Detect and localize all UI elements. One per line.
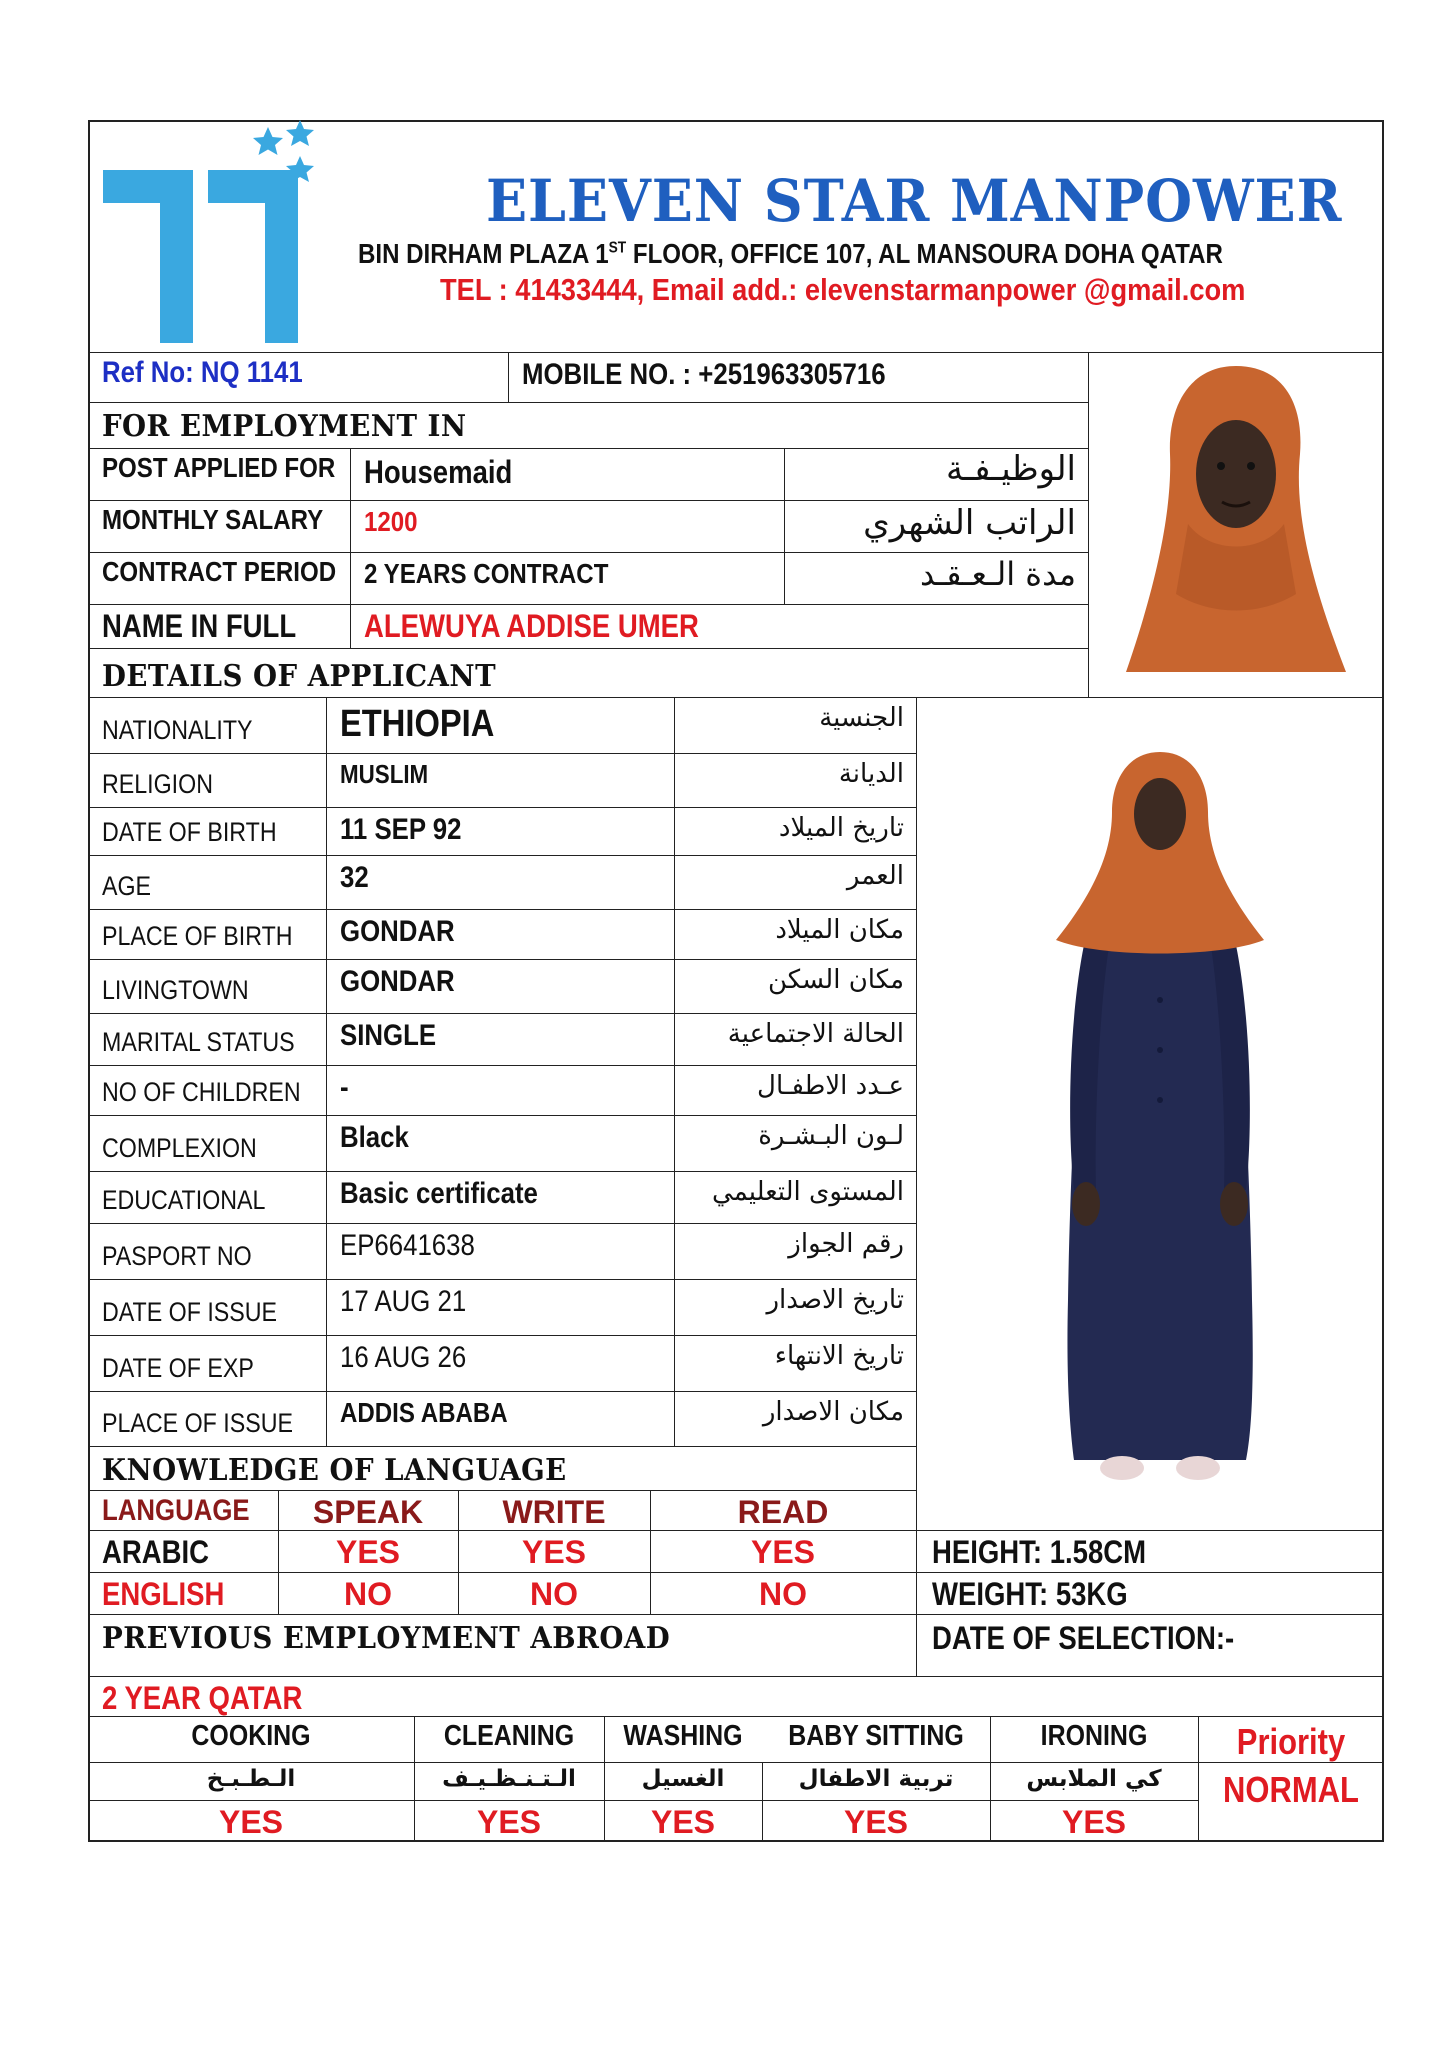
language-section-title: KNOWLEDGE OF LANGUAGE — [102, 1453, 567, 1488]
details-value: 16 AUG 26 — [340, 1341, 467, 1374]
details-arabic: مكان السكن — [767, 965, 904, 995]
details-arabic: المستوى التعليمي — [712, 1177, 904, 1207]
details-arabic: مكان الاصدار — [762, 1397, 904, 1427]
details-label: NO OF CHILDREN — [102, 1077, 301, 1107]
applicant-full-body-photo — [1040, 740, 1280, 1496]
star-icon — [286, 120, 314, 146]
company-logo — [98, 118, 328, 353]
mobile-number: MOBILE NO. : +251963305716 — [522, 358, 886, 391]
height-value: HEIGHT: 1.58CM — [932, 1534, 1147, 1570]
contract-value: 2 YEARS CONTRACT — [364, 558, 609, 589]
details-label: PLACE OF BIRTH — [102, 921, 293, 951]
skill-name: IRONING — [1040, 1720, 1148, 1752]
lang-arabic-read: YES — [750, 1534, 816, 1570]
details-arabic: الحالة الاجتماعية — [727, 1019, 904, 1049]
details-label: NATIONALITY — [102, 715, 253, 745]
details-label: LIVINGTOWN — [102, 975, 249, 1005]
name-value: ALEWUYA ADDISE UMER — [364, 608, 699, 644]
details-arabic: الديانة — [838, 759, 904, 789]
ref-number: Ref No: NQ 1141 — [102, 356, 303, 389]
company-name: ELEVEN STAR MANPOWER — [486, 167, 1343, 235]
lang-header-write: WRITE — [502, 1494, 606, 1530]
details-value: GONDAR — [340, 965, 455, 998]
lang-header-language: LANGUAGE — [102, 1494, 250, 1527]
previous-section-title: PREVIOUS EMPLOYMENT ABROAD — [102, 1621, 671, 1656]
employment-section-title: FOR EMPLOYMENT IN — [102, 409, 467, 444]
company-address: BIN DIRHAM PLAZA 1ST FLOOR, OFFICE 107, AL MANSOURA DOHA QATAR — [358, 238, 1223, 269]
skill-value: YES — [218, 1804, 284, 1840]
lang-header-speak: SPEAK — [312, 1494, 424, 1530]
star-icon — [253, 127, 283, 155]
details-value: 32 — [340, 861, 369, 894]
skill-value: YES — [476, 1804, 542, 1840]
details-arabic: رقم الجواز — [788, 1229, 904, 1259]
details-value: 11 SEP 92 — [340, 813, 462, 846]
skill-arabic: الـتـنـظـيـف — [442, 1766, 576, 1792]
salary-value: 1200 — [364, 506, 418, 537]
details-value: MUSLIM — [340, 759, 429, 789]
details-label: PLACE OF ISSUE — [102, 1408, 293, 1438]
details-arabic: العمر — [846, 861, 904, 891]
details-arabic: الجنسية — [819, 703, 904, 733]
details-arabic: عـدد الاطفـال — [757, 1071, 904, 1101]
lang-header-read: READ — [737, 1494, 829, 1530]
company-contact: TEL : 41433444, Email add.: elevenstarmanpower @gmail.com — [440, 272, 1246, 307]
lang-arabic-label: ARABIC — [102, 1534, 210, 1570]
salary-arabic: الراتب الشهري — [863, 503, 1076, 543]
details-value: Black — [340, 1121, 409, 1154]
skill-arabic: الغسيل — [641, 1766, 725, 1792]
details-arabic: لـون البـشـرة — [758, 1121, 904, 1151]
details-label: DATE OF ISSUE — [102, 1297, 278, 1327]
details-label: DATE OF EXP — [102, 1353, 254, 1383]
skill-name: CLEANING — [443, 1720, 575, 1752]
priority-label: Priority — [1236, 1721, 1346, 1762]
details-arabic: تاريخ الانتهاء — [774, 1341, 904, 1371]
details-value: EP6641638 — [340, 1229, 475, 1262]
skill-arabic: تربية الاطفال — [798, 1766, 954, 1792]
skill-value: YES — [843, 1804, 909, 1840]
skill-name: COOKING — [191, 1720, 311, 1752]
salary-label: MONTHLY SALARY — [102, 504, 324, 535]
lang-english-label: ENGLISH — [102, 1576, 225, 1612]
details-arabic: تاريخ الاصدار — [766, 1285, 904, 1315]
date-of-selection: DATE OF SELECTION:- — [932, 1620, 1235, 1656]
contract-arabic: مدة الـعـقـد — [919, 555, 1076, 593]
skill-value: YES — [1061, 1804, 1127, 1840]
lang-arabic-speak: YES — [335, 1534, 401, 1570]
applicant-portrait-photo — [1090, 354, 1382, 696]
skill-value: YES — [650, 1804, 716, 1840]
details-section-title: DETAILS OF APPLICANT — [102, 659, 497, 694]
details-value: - — [340, 1071, 349, 1104]
details-arabic: تاريخ الميلاد — [778, 813, 904, 843]
details-value: ETHIOPIA — [340, 703, 495, 745]
details-label: MARITAL STATUS — [102, 1027, 295, 1057]
details-label: EDUCATIONAL — [102, 1185, 266, 1215]
skill-name: BABY SITTING — [788, 1720, 964, 1752]
details-value: GONDAR — [340, 915, 455, 948]
details-label: PASPORT NO — [102, 1241, 252, 1271]
lang-english-speak: NO — [344, 1576, 392, 1612]
skill-arabic: كي الملابس — [1026, 1766, 1162, 1792]
details-label: COMPLEXION — [102, 1133, 257, 1163]
skill-name: WASHING — [623, 1720, 743, 1752]
lang-arabic-write: YES — [521, 1534, 587, 1570]
post-arabic: الوظيـفـة — [945, 449, 1076, 489]
priority-value: NORMAL — [1223, 1769, 1359, 1810]
details-label: AGE — [102, 871, 152, 901]
details-arabic: مكان الميلاد — [775, 915, 904, 945]
post-value: Housemaid — [364, 454, 513, 490]
details-value: Basic certificate — [340, 1177, 538, 1210]
previous-value: 2 YEAR QATAR — [102, 1680, 303, 1716]
post-label: POST APPLIED FOR — [102, 452, 336, 483]
contract-label: CONTRACT PERIOD — [102, 556, 337, 587]
details-label: DATE OF BIRTH — [102, 817, 277, 847]
details-value: SINGLE — [340, 1019, 437, 1052]
details-label: RELIGION — [102, 769, 213, 799]
details-value: ADDIS ABABA — [340, 1397, 508, 1428]
lang-english-read: NO — [759, 1576, 807, 1612]
name-label: NAME IN FULL — [102, 608, 297, 644]
details-value: 17 AUG 21 — [340, 1285, 467, 1318]
weight-value: WEIGHT: 53KG — [932, 1576, 1128, 1612]
skill-arabic: الـطـبـخ — [206, 1766, 296, 1792]
lang-english-write: NO — [530, 1576, 578, 1612]
